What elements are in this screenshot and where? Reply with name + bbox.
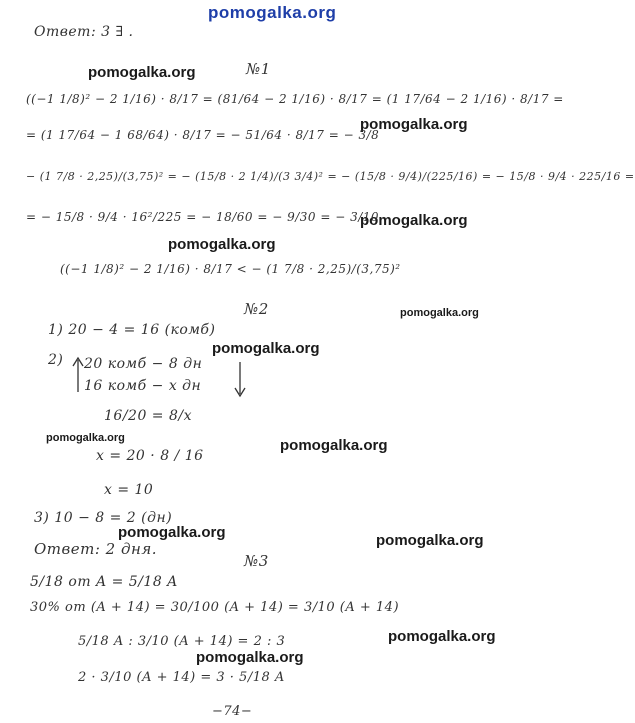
watermark: pomogalka.org: [88, 64, 196, 81]
page-number: −74−: [212, 704, 253, 719]
x-value: x = 10: [104, 482, 154, 498]
task3-line3: 5/18 A : 3/10 (A + 14) = 2 : 3: [78, 634, 286, 649]
watermark-top[interactable]: pomogalka.org: [208, 3, 337, 22]
watermark: pomogalka.org: [400, 307, 479, 319]
task1-line1: ((−1 1/8)² − 2 1/16) · 8/17 = (81/64 − 2 1/16) · 8/17 = (1 17/64 − 2 1/16) · 8/17 =: [26, 92, 564, 106]
watermark: pomogalka.org: [196, 649, 304, 666]
task3-line2: 30% от (A + 14) = 30/100 (A + 14) = 3/10 (A + 14): [30, 600, 400, 615]
watermark: pomogalka.org: [46, 432, 125, 444]
proportion-row-2: 16 комб − x дн: [84, 378, 202, 394]
task1-line3: − (1 7/8 · 2,25)/(3,75)² = − (15/8 · 2 1/4)/(3 3/4)² = − (15/8 · 9/4)/(225/16) = − 15/8 · 9/4 · 225/16 =: [26, 170, 635, 183]
proportion-row-1: 20 комб − 8 дн: [84, 356, 203, 372]
step-3: 3) 10 − 8 = 2 (дн): [34, 510, 173, 526]
task-number-1: №1: [246, 60, 271, 78]
watermark: pomogalka.org: [376, 532, 484, 549]
task1-conclusion: ((−1 1/8)² − 2 1/16) · 8/17 < − (1 7/8 · 2,25)/(3,75)²: [60, 262, 401, 276]
watermark: pomogalka.org: [280, 437, 388, 454]
watermark: pomogalka.org: [360, 116, 468, 133]
task1-line2: = (1 17/64 − 1 68/64) · 8/17 = − 51/64 · 8/17 = − 3/8: [26, 128, 380, 142]
task3-line1: 5/18 от A = 5/18 A: [30, 574, 178, 590]
step-2-label: 2): [48, 352, 64, 368]
answer-2: Ответ: 2 дня.: [34, 540, 158, 558]
watermark: pomogalka.org: [118, 524, 226, 541]
task1-line4: = − 15/8 · 9/4 · 16²/225 = − 18/60 = − 9/30 = − 3/10: [26, 210, 380, 224]
task-number-2: №2: [244, 300, 269, 318]
watermark: pomogalka.org: [168, 236, 276, 253]
task-number-3: №3: [244, 552, 269, 570]
task3-line4: 2 · 3/10 (A + 14) = 3 · 5/18 A: [78, 670, 285, 685]
previous-answer: Ответ: 3 ∃ .: [34, 24, 134, 40]
solve-x: x = 20 · 8 / 16: [96, 448, 204, 464]
watermark: pomogalka.org: [212, 340, 320, 357]
watermark: pomogalka.org: [360, 212, 468, 229]
watermark: pomogalka.org: [388, 628, 496, 645]
step-1: 1) 20 − 4 = 16 (комб): [48, 322, 216, 338]
proportion-equation: 16/20 = 8/x: [104, 408, 192, 424]
